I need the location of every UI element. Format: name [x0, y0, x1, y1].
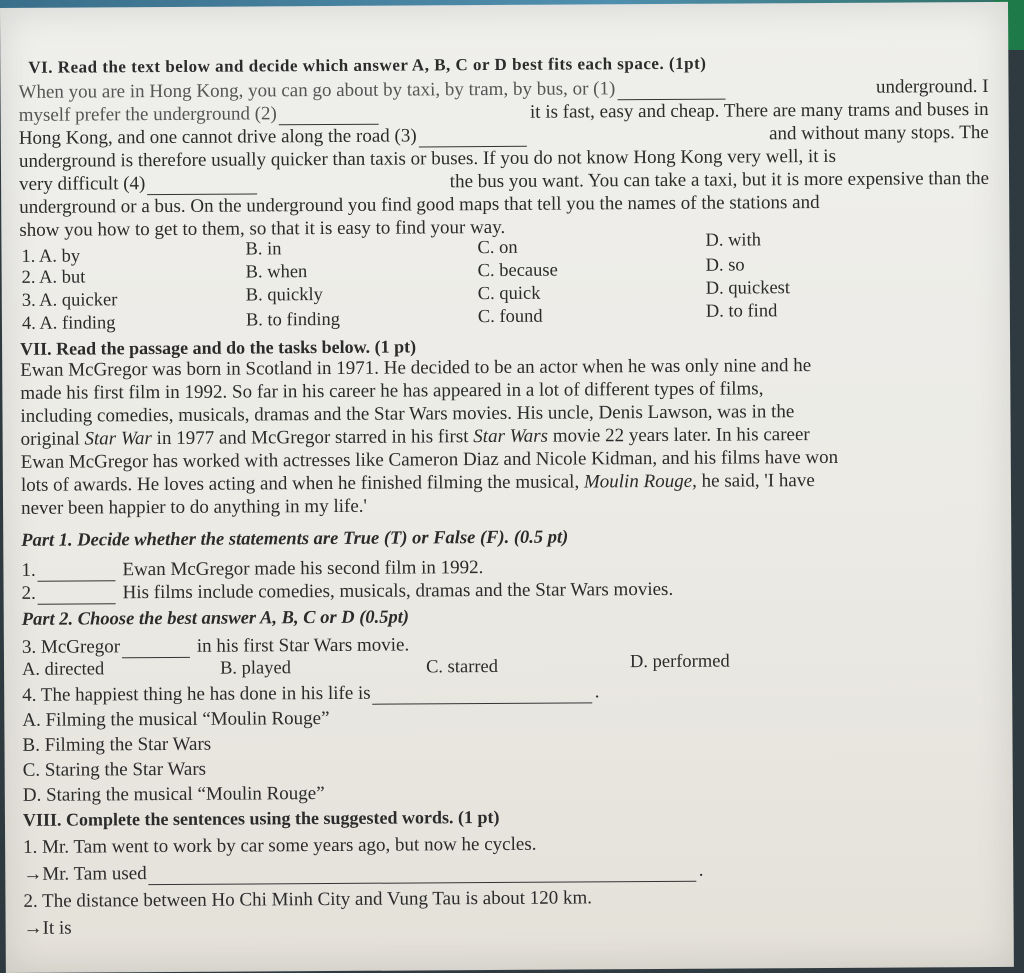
answer-blank-3[interactable]: [419, 130, 527, 148]
passage-line: Ewan McGregor has worked with actresses like Cameron Diaz and Nicole Kidman, and his films have won: [20, 446, 839, 473]
question-text: in his first Star Wars movie.: [196, 634, 410, 657]
options-row-4: [20, 303, 990, 332]
passage-text: Hong Kong, and one cannot drive along the road (3): [18, 125, 417, 149]
passage-line: Ewan McGregor was born in Scotland in 1971. He decided to be an actor when he was only nine and he: [20, 355, 812, 381]
passage-text: in 1977 and McGregor starred in his first: [151, 426, 474, 450]
option[interactable]: 4. A. finding: [21, 313, 116, 334]
sentence-2: 2. The distance between Ho Chi Minh City and Vung Tau is about 120 km.: [23, 887, 593, 912]
passage-text: the bus you want. You can take a taxi, but it is more expensive than the: [449, 167, 990, 193]
rewrite-1: [23, 857, 993, 886]
option[interactable]: B. to finding: [245, 309, 341, 331]
section-6-options: [19, 230, 990, 334]
option[interactable]: D. Staring the musical “Moulin Rouge”: [22, 783, 325, 806]
question-text: 3. McGregor: [21, 636, 121, 658]
passage-text: it is fast, easy and cheap. There are many trams and buses in: [529, 98, 989, 123]
passage-text: underground. I: [875, 75, 989, 98]
option[interactable]: D. so: [705, 255, 745, 276]
answer-blank-2[interactable]: [279, 108, 379, 126]
passage-line: underground or a bus. On the underground you find good maps that tell you the names of the stations and: [19, 191, 820, 218]
passage-line: show you how to get to them, so that it is easy to find your way.: [19, 216, 506, 241]
passage-text: very difficult (4): [19, 173, 146, 195]
option[interactable]: C. because: [477, 260, 558, 282]
passage-line: underground is therefore usually quicker than taxis or buses. If you do not know Hong Kong very well, it is: [18, 145, 837, 172]
option[interactable]: C. starred: [425, 656, 499, 678]
passage-text: he said, 'I have: [696, 470, 815, 492]
option[interactable]: 1. A. by: [21, 246, 81, 267]
statement-text: His films include comedies, musicals, dramas and the Star Wars movies.: [122, 578, 674, 604]
option[interactable]: B. played: [219, 658, 292, 679]
rewrite-prompt: →Mr. Tam used: [23, 863, 147, 885]
option[interactable]: 3. A. quicker: [21, 290, 118, 311]
answer-blank-1[interactable]: [617, 83, 725, 101]
passage-text: lots of awards. He loves acting and when he finished filming the musical,: [20, 471, 584, 496]
part-1-heading: Part 1. Decide whether the statements are True (T) or False (F). (0.5 pt): [21, 527, 569, 551]
passage-text: movie 22 years later. In his career: [547, 424, 810, 447]
passage-text: When you are in Hong Kong, you can go about by taxi, by tram, by bus, or (1): [18, 78, 616, 103]
option[interactable]: A. directed: [21, 659, 105, 680]
option[interactable]: A. Filming the musical “Moulin Rouge”: [22, 708, 330, 731]
part-2-heading: Part 2. Choose the best answer A, B, C or D (0.5pt): [21, 607, 410, 630]
option[interactable]: B. quickly: [245, 285, 323, 306]
answer-blank-4[interactable]: [147, 177, 257, 195]
passage-text: original: [20, 428, 85, 450]
option[interactable]: D. quickest: [705, 278, 791, 299]
option[interactable]: B. when: [245, 262, 308, 283]
option[interactable]: 2. A. but: [21, 267, 86, 288]
option[interactable]: D. to find: [705, 301, 778, 322]
rewrite-end: .: [698, 859, 704, 881]
option[interactable]: D. with: [705, 230, 761, 251]
option[interactable]: C. quick: [477, 283, 541, 305]
question-text: 4. The happiest thing he has done in his life is: [22, 682, 371, 706]
option[interactable]: C. on: [477, 237, 518, 259]
option[interactable]: D. performed: [629, 651, 730, 673]
option[interactable]: B. Filming the Star Wars: [22, 733, 212, 756]
true-false-blank-2[interactable]: [38, 587, 116, 604]
statement-number: 2.: [21, 582, 36, 604]
rewrite-blank-1[interactable]: [149, 865, 697, 885]
statement-2: [22, 576, 992, 605]
option[interactable]: C. Staring the Star Wars: [22, 758, 207, 781]
statement-number: 1.: [21, 559, 36, 581]
question-3-options: [22, 653, 992, 682]
question-end: .: [594, 681, 600, 703]
question-4: [22, 678, 992, 707]
section-6-heading: VI. Read the text below and decide which answer A, B, C or D best fits each space. (1pt): [28, 53, 707, 77]
passage-line: including comedies, musicals, dramas and the Star Wars movies. His uncle, Denis Lawson, was in the: [20, 401, 795, 427]
statement-text: Ewan McGregor made his second film in 1992.: [122, 557, 484, 581]
film-title: Star Wars: [473, 425, 549, 448]
sentence-1: 1. Mr. Tam went to work by car some years ago, but now he cycles.: [23, 833, 537, 858]
true-false-blank-1[interactable]: [38, 564, 116, 581]
film-title: Moulin Rouge,: [583, 470, 697, 493]
section-8-heading: VIII. Complete the sentences using the suggested words. (1 pt): [22, 806, 500, 830]
option[interactable]: C. found: [477, 306, 543, 328]
section-7-heading: VII. Read the passage and do the tasks below. (1 pt): [20, 336, 417, 359]
passage-text: and without many stops. The: [768, 121, 989, 145]
passage-line: made his first film in 1992. So far in his career he has appeared in a lot of different types of films,: [20, 378, 764, 404]
answer-blank-q4[interactable]: [373, 686, 593, 704]
rewrite-2: →It is: [23, 917, 72, 939]
passage-text: myself prefer the underground (2): [18, 103, 277, 126]
worksheet-content: [18, 50, 993, 939]
answer-blank-q3[interactable]: [122, 641, 190, 658]
option[interactable]: B. in: [245, 239, 282, 260]
worksheet-paper: [0, 2, 1014, 973]
film-title: Star War: [84, 428, 152, 450]
passage-line: never been happier to do anything in my life.': [20, 495, 367, 519]
